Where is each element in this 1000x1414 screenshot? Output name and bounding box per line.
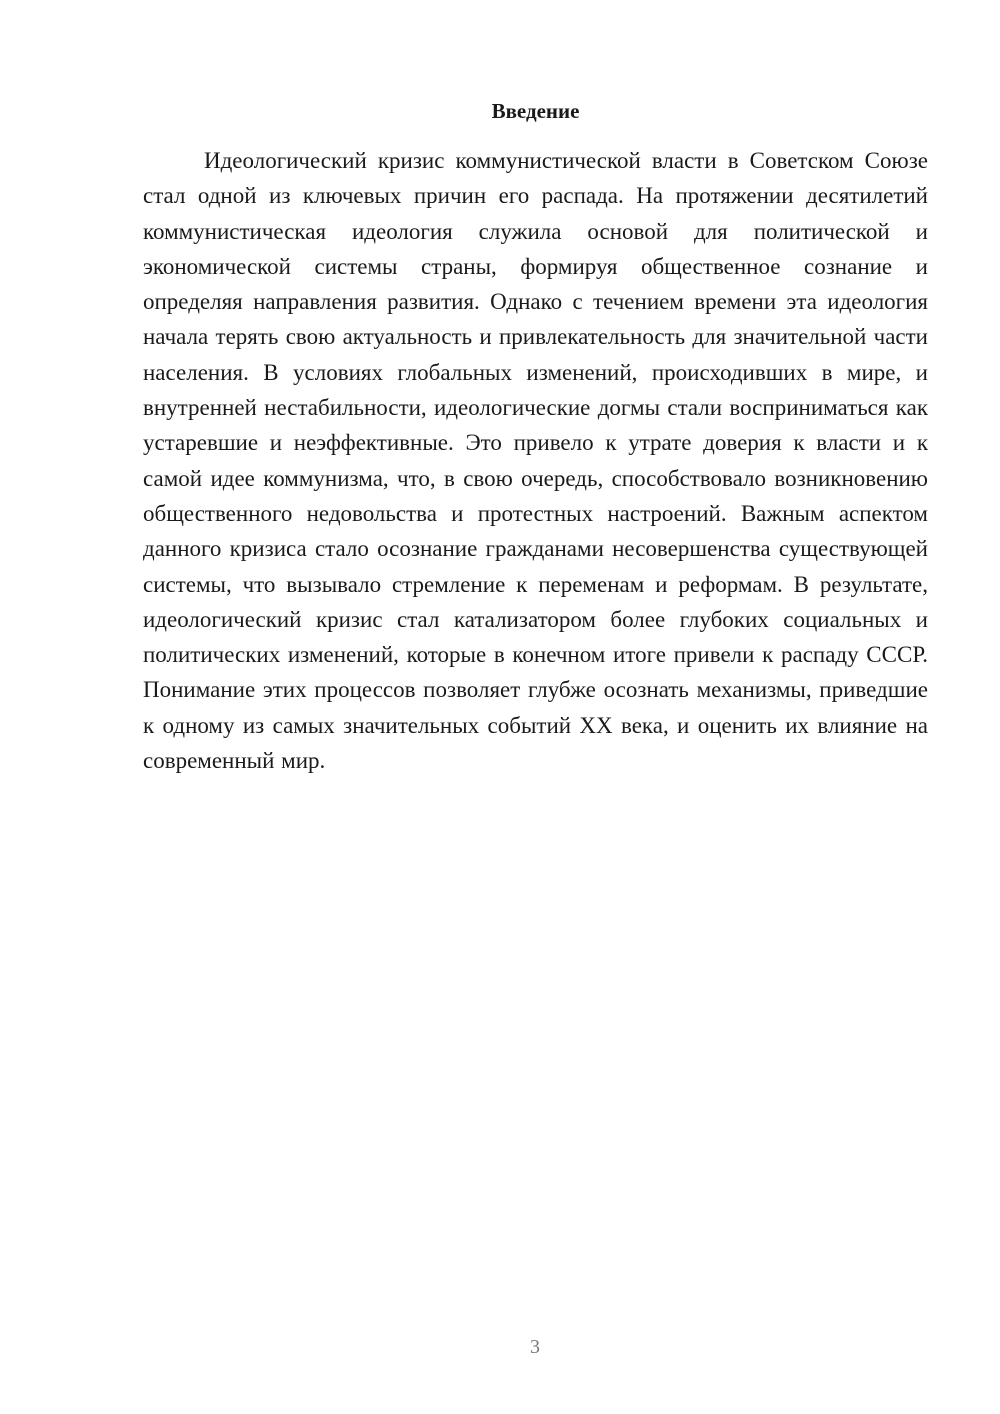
body-paragraph: Идеологический кризис коммунистической власти в Советском Союзе стал одной из ключевых причин его распада. На протяжении десятилетий коммунистическая идеология служила основой для политической и экономической системы страны, формируя общественное сознание и определяя направления развития. Однако с течением времени эта идеология начала терять свою актуальность и привлекательность для значительной части населения. В условиях глобальных изменений, происходивших в мире, и внутренней нестабильности, идеологические догмы стали восприниматься как устаревшие и неэффективные. Это привело к утрате доверия к власти и к самой идее коммунизма, что, в свою очередь, способствовало возникновению общественного недовольства и протестных настроений. Важным аспектом данного кризиса стало осознание гражданами несовершенства существующей системы, что вызывало стремление к переменам и реформам. В результате, идеологический кризис стал катализатором более глубоких социальных и политических изменений, которые в конечном итоге привели к распаду СССР. Понимание этих процессов позволяет глубже осознать механизмы, приведшие к одному из самых значительных событий XX века, и оценить их влияние на современный мир. — [143, 148, 928, 774]
section-heading: Введение — [491, 99, 580, 123]
page-number: 3 — [530, 1336, 540, 1358]
